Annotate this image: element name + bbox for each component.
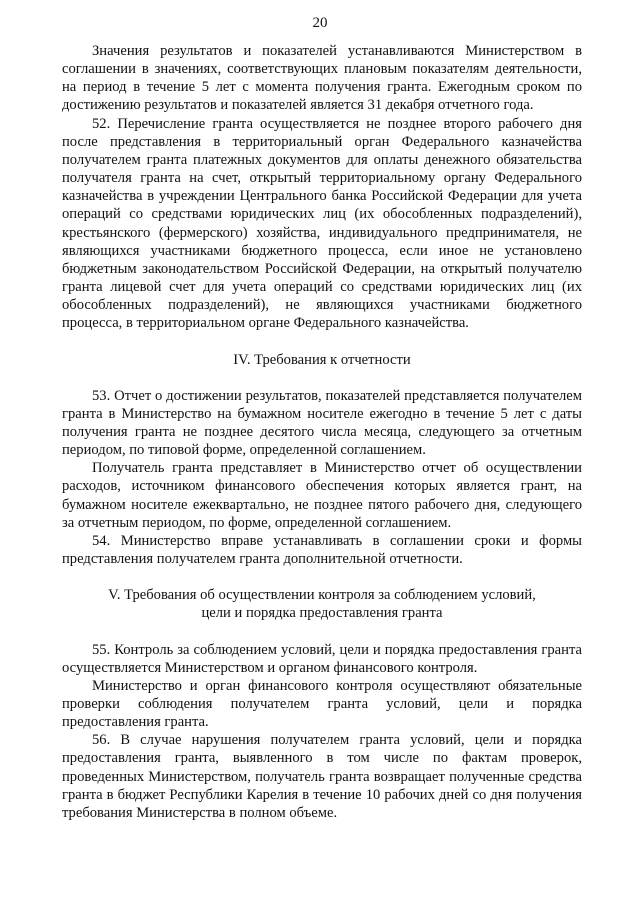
paragraph-results-indicators: Значения результатов и показателей устанавливаются Министерством в соглашении в значениях, соответствующих плановым показателям деятельности, на период в течение 5 лет с момента получения гранта. Ежегодным сроком по достижению результатов и показателей является 31 декабря отчетного года. (62, 43, 582, 114)
paragraph-56: 56. В случае нарушения получателем гранта условий, цели и порядка предоставления гранта, выявленного в том числе по фактам проверок, проведенных Министерством, получатель гранта возвращает полученные средства гранта в бюджет Республики Карелия в течение 10 рабочих дней со дня получения требования Министерства в полном объеме. (62, 732, 582, 821)
section-heading-control-line2: цели и порядка предоставления гранта (201, 605, 443, 622)
paragraph-52: 52. Перечисление гранта осуществляется не позднее второго рабочего дня после представления в территориальный орган Федерального казначейства получателем гранта платежных документов для оплаты денежного обязательства получателя гранта на счет, открытый территориальному органу Федерального казначейства в учреждении Центрального банка Российской Федерации для учета операций со средствами юридических лиц (их обособленных подразделений), крестьянского (фермерского) хозяйства, индивидуального предпринимателя, не являющихся участниками бюджетного процесса, если иное не установлено бюджетным законодательством Российской Федерации, на открытый получателю гранта лицевой счет для учета операций со средствами юридических лиц (их обособленных подразделений), не являющихся участниками бюджетного процесса, в территориальном органе Федерального казначейства. (62, 115, 582, 332)
document-body (62, 42, 582, 822)
section-heading-control-line1: V. Требования об осуществлении контроля за соблюдением условий, (108, 587, 536, 604)
paragraph-expense-report: Получатель гранта представляет в Министерство отчет об осуществлении расходов, источником финансового обеспечения которых является грант, на бумажном носителе ежеквартально, не позднее пятого рабочего дня, следующего за отчетным периодом, по форме, определенной соглашением. (62, 460, 582, 531)
paragraph-54: 54. Министерство вправе устанавливать в соглашении сроки и формы представления получателем гранта дополнительной отчетности. (62, 532, 582, 568)
paragraph-53: 53. Отчет о достижении результатов, показателей представляется получателем гранта в Министерство на бумажном носителе ежегодно в течение 5 лет с даты получения гранта не позднее десятого числа месяца, следующего за отчетным периодом, по типовой форме, определенной соглашением. (62, 387, 582, 459)
paragraph-55: 55. Контроль за соблюдением условий, цели и порядка предоставления гранта осуществляется Министерством и органом финансового контроля. (62, 641, 582, 676)
page-number: 20 (312, 15, 328, 31)
section-heading-control (62, 586, 582, 622)
paragraph-mandatory-checks: Министерство и орган финансового контроля осуществляют обязательные проверки соблюдения получателем гранта условий, цели и порядка предоставления гранта. (62, 677, 582, 731)
section-heading-reporting: IV. Требования к отчетности (233, 351, 411, 368)
